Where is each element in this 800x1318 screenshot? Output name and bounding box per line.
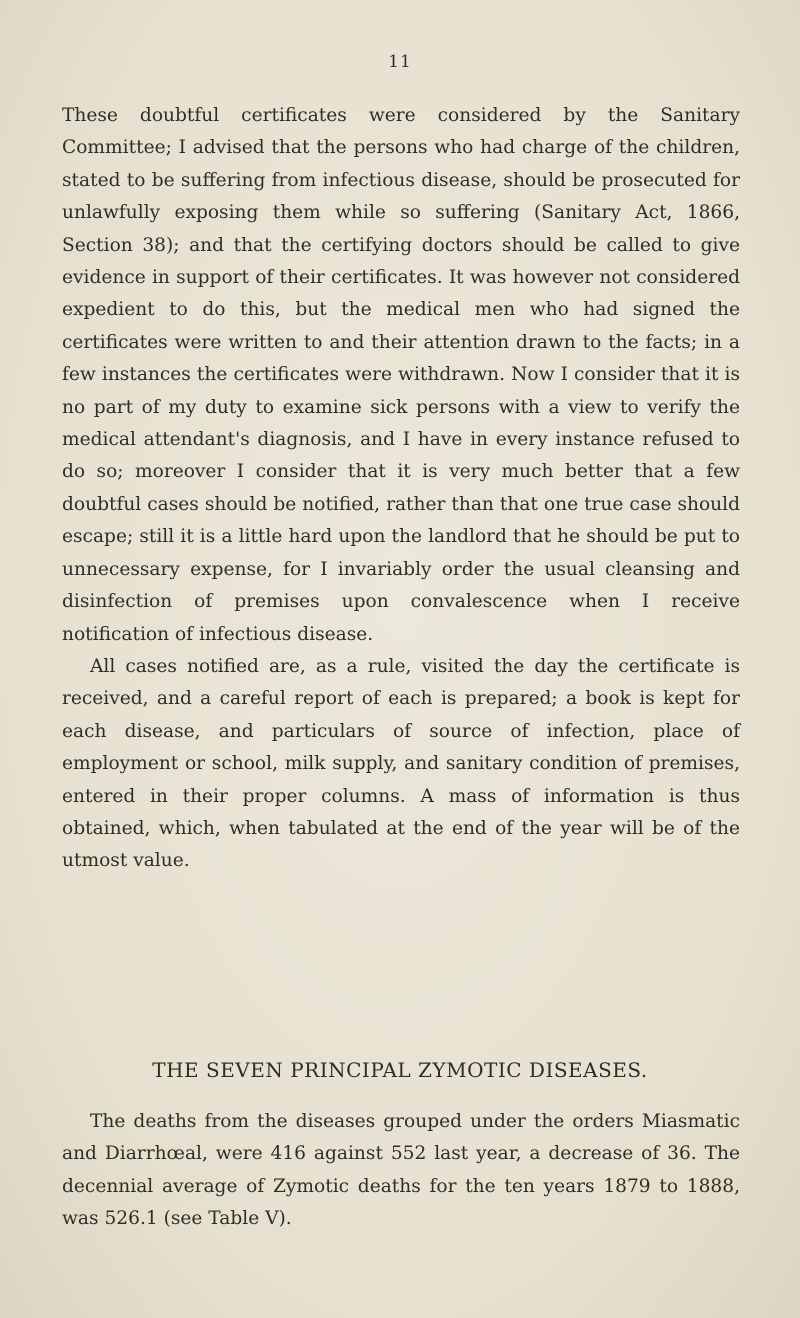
paragraph-zymotic-deaths: The deaths from the diseases grouped under the orders Miasmatic and Diarrhœal, were 416 against 552 last year, a decrease of 36. The decennial average of Zymotic deaths for the ten years 1879 to 1888, was 526.1 (see Table V). [62, 1111, 740, 1230]
body-text [62, 100, 740, 878]
page-number: 11 [388, 52, 412, 72]
paragraph-doubtful-certificates: These doubtful certificates were considered by the Sanitary Committee; I advised that the persons who had charge of the children, stated to be suffering from infectious disease, should be prosecuted for unlawfully exposing them while so suffering (Sanitary Act, 1866, Section 38); and that the certifying doctors should be called to give evidence in support of their certificates. It was however not considered expedient to do this, but the medical men who had signed the certificates were written to and their attention drawn to the facts; in a few instances the certificates were withdrawn. Now I consider that it is no part of my duty to examine sick persons with a view to verify the medical attendant's diagnosis, and I have in every instance refused to do so; moreover I consider that it is very much better that a few doubtful cases should be notified, rather than that one true case should escape; still it is a little hard upon the landlord that he should be put to unnecessary expense, for I invariably order the usual cleansing and disinfection of premises upon convalescence when I receive notification of infectious disease. [62, 105, 740, 645]
section-heading: THE SEVEN PRINCIPAL ZYMOTIC DISEASES. [152, 1058, 648, 1082]
section-body [62, 1106, 740, 1236]
paragraph-cases-notified: All cases notified are, as a rule, visited the day the certificate is received, and a careful report of each is prepared; a book is kept for each disease, and particulars of source of infection, place of employment or school, milk supply, and sanitary condition of premises, entered in their proper columns. A mass of information is thus obtained, which, when tabulated at the end of the year will be of the utmost value. [62, 655, 740, 872]
